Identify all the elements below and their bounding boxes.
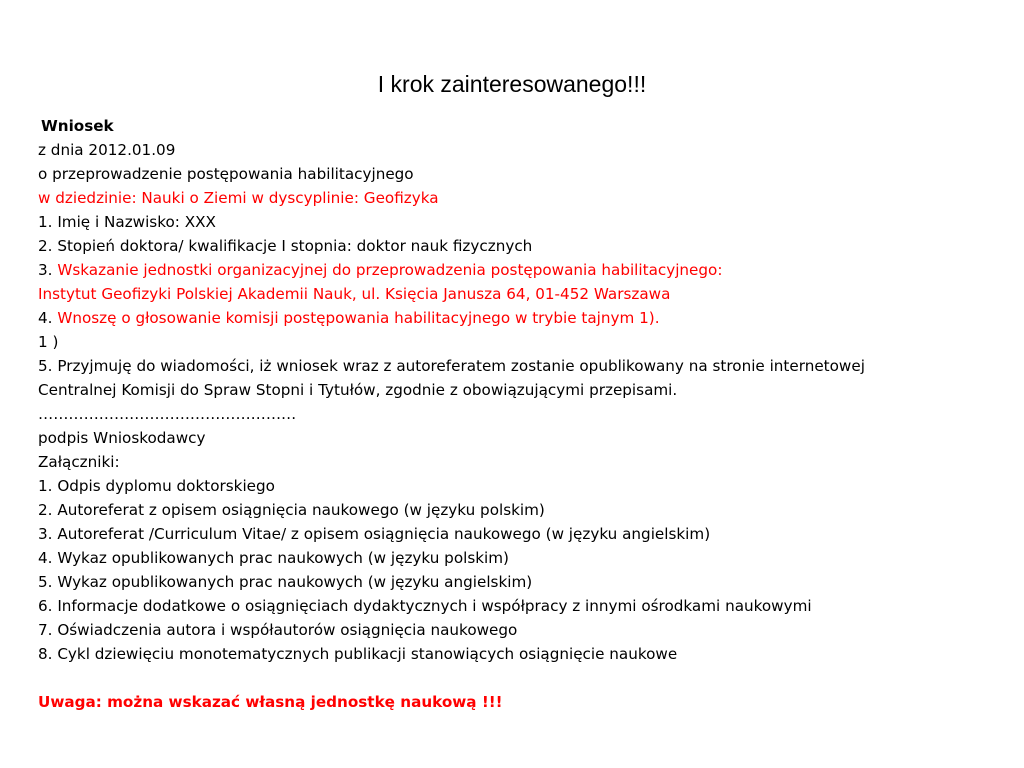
form-subject: o przeprowadzenie postępowania habilitacyjnego	[38, 165, 414, 183]
form-item-4-number: 4.	[38, 309, 58, 327]
form-date: z dnia 2012.01.09	[38, 141, 176, 159]
form-item-2: 2. Stopień doktora/ kwalifikacje I stopnia: doktor nauk fizycznych	[38, 237, 533, 255]
form-footnote: 1 )	[38, 333, 59, 351]
form-item-3-text: Wskazanie jednostki organizacyjnej do przeprowadzenia postępowania habilitacyjnego:	[57, 261, 723, 279]
form-item-1: 1. Imię i Nazwisko: XXX	[38, 213, 216, 231]
form-item-3	[38, 258, 988, 282]
form-item-4	[38, 306, 988, 330]
warning-note: Uwaga: można wskazać własną jednostkę naukową !!!	[38, 693, 503, 711]
spacer	[38, 666, 988, 690]
application-form	[38, 114, 988, 714]
form-item-5-line-1: 5. Przyjmuję do wiadomości, iż wniosek wraz z autoreferatem zostanie opublikowany na stronie internetowej	[38, 357, 865, 375]
form-institute: Instytut Geofizyki Polskiej Akademii Nauk, ul. Księcia Janusza 64, 01-452 Warszawa	[38, 285, 671, 303]
form-item-5-line-2: Centralnej Komisji do Spraw Stopni i Tytułów, zgodnie z obowiązującymi przepisami.	[38, 381, 678, 399]
attachment-item: 4. Wykaz opublikowanych prac naukowych (w języku polskim)	[38, 549, 509, 567]
signature-label: podpis Wnioskodawcy	[38, 429, 206, 447]
attachment-item: 1. Odpis dyplomu doktorskiego	[38, 477, 275, 495]
attachment-item: 8. Cykl dziewięciu monotematycznych publikacji stanowiących osiągnięcie naukowe	[38, 645, 678, 663]
form-field: w dziedzinie: Nauki o Ziemi w dyscyplinie: Geofizyka	[38, 189, 439, 207]
attachment-item: 3. Autoreferat /Curriculum Vitae/ z opisem osiągnięcia naukowego (w języku angielskim)	[38, 525, 711, 543]
signature-line: ……………………………………………	[38, 405, 297, 423]
slide-title: I krok zainteresowanego!!!	[377, 71, 647, 97]
attachment-item: 6. Informacje dodatkowe o osiągnięciach dydaktycznych i współpracy z innymi ośrodkami naukowymi	[38, 597, 812, 615]
form-item-3-number: 3.	[38, 261, 58, 279]
form-item-4-text: Wnoszę o głosowanie komisji postępowania habilitacyjnego w trybie tajnym 1).	[57, 309, 660, 327]
attachment-item: 2. Autoreferat z opisem osiągnięcia naukowego (w języku polskim)	[38, 501, 545, 519]
form-heading: Wniosek	[41, 117, 114, 135]
attachment-item: 5. Wykaz opublikowanych prac naukowych (w języku angielskim)	[38, 573, 533, 591]
attachment-item: 7. Oświadczenia autora i współautorów osiągnięcia naukowego	[38, 621, 518, 639]
attachments-label: Załączniki:	[38, 453, 120, 471]
